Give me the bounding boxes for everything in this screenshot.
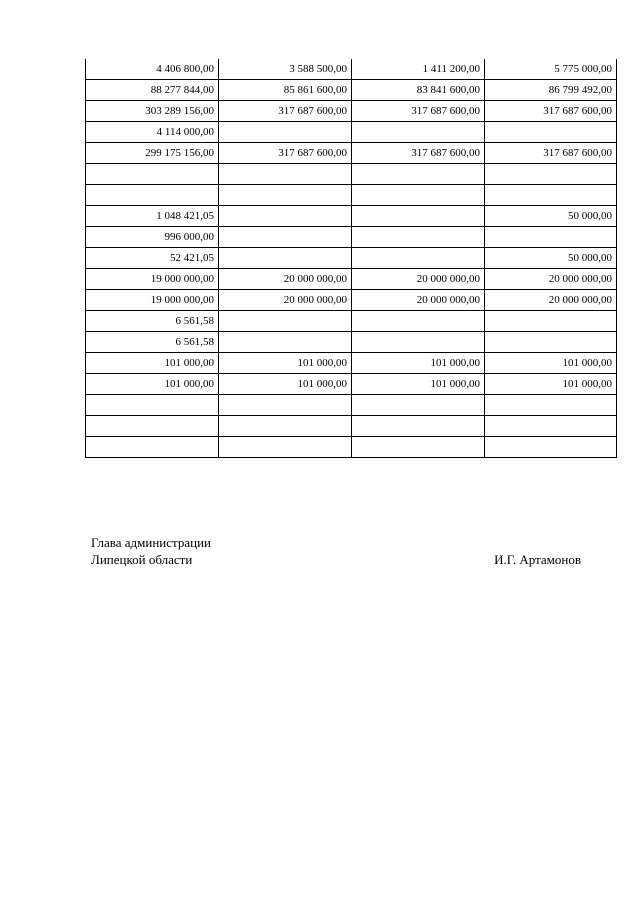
table-cell: 101 000,00: [485, 374, 617, 395]
budget-table: [85, 59, 617, 458]
table-cell: [219, 395, 352, 416]
table-cell: [485, 311, 617, 332]
table-cell: [352, 206, 485, 227]
table-row: [86, 227, 617, 248]
table-cell: [485, 416, 617, 437]
table-cell: 996 000,00: [86, 227, 219, 248]
table-cell: 101 000,00: [485, 353, 617, 374]
table-cell: [352, 311, 485, 332]
table-cell: [352, 248, 485, 269]
table-cell: 20 000 000,00: [352, 290, 485, 311]
table-cell: [352, 185, 485, 206]
table-cell: 85 861 600,00: [219, 80, 352, 101]
table-cell: [219, 227, 352, 248]
table-cell: 52 421,05: [86, 248, 219, 269]
signatory-title-line1: Глава администрации: [91, 535, 212, 550]
table-cell: 317 687 600,00: [219, 143, 352, 164]
table-row: [86, 122, 617, 143]
budget-table-body: [86, 59, 617, 458]
table-cell: [485, 164, 617, 185]
table-cell: 50 000,00: [485, 248, 617, 269]
table-cell: 88 277 844,00: [86, 80, 219, 101]
table-cell: [485, 437, 617, 458]
table-cell: 19 000 000,00: [86, 269, 219, 290]
table-cell: [86, 416, 219, 437]
table-cell: 101 000,00: [86, 353, 219, 374]
table-row: [86, 437, 617, 458]
table-cell: [219, 437, 352, 458]
table-cell: 303 289 156,00: [86, 101, 219, 122]
table-cell: [352, 332, 485, 353]
table-row: [86, 374, 617, 395]
table-cell: [352, 227, 485, 248]
table-cell: 6 561,58: [86, 311, 219, 332]
table-cell: [485, 332, 617, 353]
table-cell: [219, 185, 352, 206]
table-cell: 1 411 200,00: [352, 59, 485, 80]
table-cell: 101 000,00: [219, 353, 352, 374]
table-cell: 86 799 492,00: [485, 80, 617, 101]
table-row: [86, 80, 617, 101]
table-cell: [485, 122, 617, 143]
table-row: [86, 164, 617, 185]
table-cell: 317 687 600,00: [352, 143, 485, 164]
table-row: [86, 311, 617, 332]
table-row: [86, 185, 617, 206]
table-row: [86, 269, 617, 290]
table-cell: [352, 164, 485, 185]
table-cell: 101 000,00: [352, 374, 485, 395]
table-cell: 101 000,00: [352, 353, 485, 374]
table-cell: [352, 395, 485, 416]
signature-line: [91, 551, 581, 568]
table-cell: 19 000 000,00: [86, 290, 219, 311]
table-cell: 317 687 600,00: [485, 101, 617, 122]
table-cell: 6 561,58: [86, 332, 219, 353]
table-cell: [219, 416, 352, 437]
table-cell: [219, 122, 352, 143]
signature-block: [91, 534, 581, 568]
table-cell: 5 775 000,00: [485, 59, 617, 80]
table-cell: 20 000 000,00: [219, 269, 352, 290]
table-row: [86, 332, 617, 353]
table-row: [86, 353, 617, 374]
table-cell: 20 000 000,00: [219, 290, 352, 311]
table-cell: [86, 164, 219, 185]
table-row: [86, 59, 617, 80]
table-cell: [485, 395, 617, 416]
table-cell: 317 687 600,00: [352, 101, 485, 122]
table-cell: 20 000 000,00: [352, 269, 485, 290]
table-cell: [219, 164, 352, 185]
table-cell: 101 000,00: [219, 374, 352, 395]
table-row: [86, 416, 617, 437]
table-cell: [485, 185, 617, 206]
table-cell: [352, 416, 485, 437]
table-row: [86, 101, 617, 122]
signatory-name: И.Г. Артамонов: [494, 552, 581, 567]
table-cell: [219, 332, 352, 353]
table-cell: 50 000,00: [485, 206, 617, 227]
table-cell: 101 000,00: [86, 374, 219, 395]
table-cell: 4 406 800,00: [86, 59, 219, 80]
table-row: [86, 395, 617, 416]
table-cell: [86, 185, 219, 206]
table-cell: 299 175 156,00: [86, 143, 219, 164]
table-cell: [352, 122, 485, 143]
table-cell: [219, 206, 352, 227]
table-cell: 20 000 000,00: [485, 269, 617, 290]
table-cell: 83 841 600,00: [352, 80, 485, 101]
table-cell: 4 114 000,00: [86, 122, 219, 143]
table-cell: 317 687 600,00: [219, 101, 352, 122]
table-cell: [86, 395, 219, 416]
table-cell: [485, 227, 617, 248]
table-cell: 1 048 421,05: [86, 206, 219, 227]
table-cell: 317 687 600,00: [485, 143, 617, 164]
table-cell: [352, 437, 485, 458]
table-cell: [86, 437, 219, 458]
table-cell: [219, 311, 352, 332]
table-cell: 20 000 000,00: [485, 290, 617, 311]
table-row: [86, 248, 617, 269]
table-row: [86, 206, 617, 227]
table-cell: [219, 248, 352, 269]
table-row: [86, 290, 617, 311]
signatory-title-line2: Липецкой области: [91, 552, 193, 567]
table-cell: 3 588 500,00: [219, 59, 352, 80]
table-row: [86, 143, 617, 164]
